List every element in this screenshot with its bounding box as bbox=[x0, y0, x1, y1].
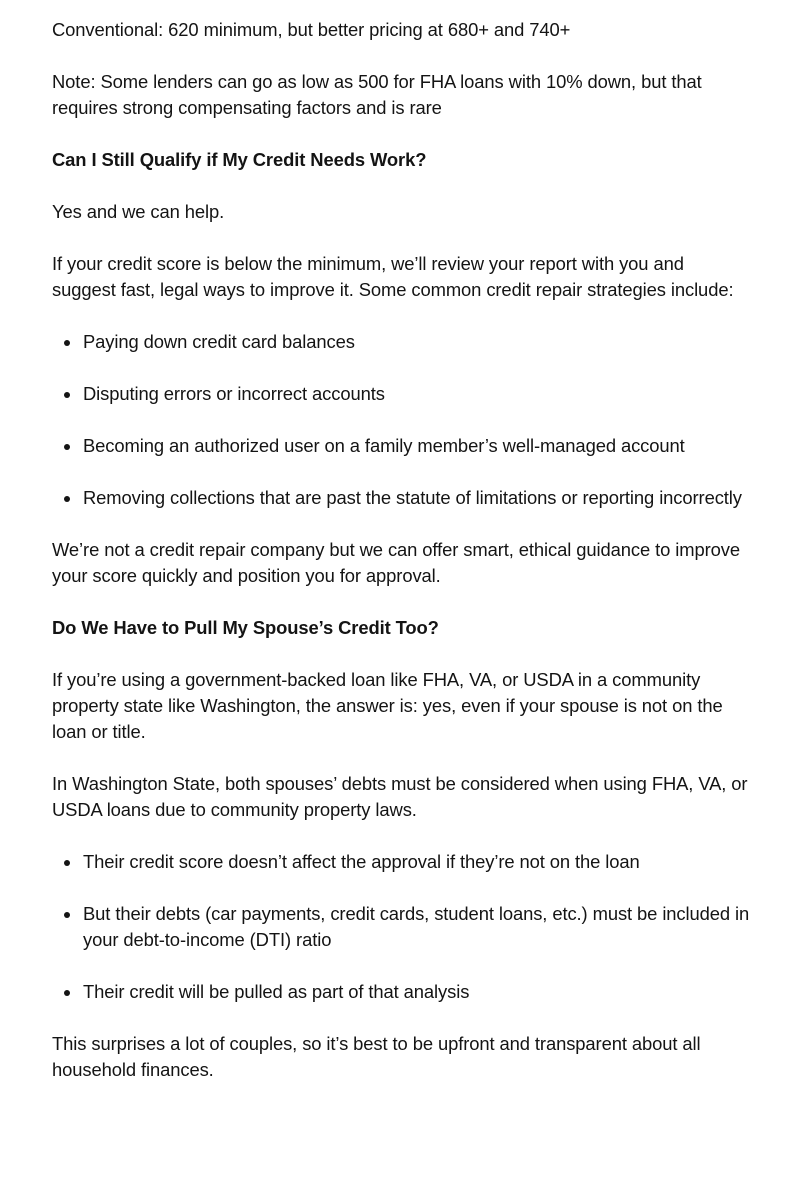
spouse-paragraph-2: In Washington State, both spouses’ debts must be considered when using FHA, VA, or USDA loans due to community property laws. bbox=[52, 773, 748, 820]
bullet-icon bbox=[64, 990, 70, 996]
list-item-text: Removing collections that are past the statute of limitations or reporting incorrectly bbox=[83, 487, 742, 508]
list-item bbox=[83, 849, 752, 875]
credit-work-closing: We’re not a credit repair company but we can offer smart, ethical guidance to improve your score quickly and position you for approval. bbox=[52, 539, 740, 586]
list-item-text: Their credit score doesn’t affect the approval if they’re not on the loan bbox=[83, 851, 640, 872]
bullet-icon bbox=[64, 496, 70, 502]
list-item bbox=[83, 979, 752, 1005]
fha-note: Note: Some lenders can go as low as 500 for FHA loans with 10% down, but that requires strong compensating factors and is rare bbox=[52, 71, 702, 118]
bullet-icon bbox=[64, 860, 70, 866]
spouse-points-list bbox=[52, 849, 752, 1005]
list-item-text: But their debts (car payments, credit cards, student loans, etc.) must be included in your debt-to-income (DTI) ratio bbox=[83, 903, 750, 950]
section-heading-credit-work: Can I Still Qualify if My Credit Needs Work? bbox=[52, 149, 427, 170]
list-item-text: Becoming an authorized user on a family member’s well-managed account bbox=[83, 435, 685, 456]
bullet-icon bbox=[64, 444, 70, 450]
list-item-text: Disputing errors or incorrect accounts bbox=[83, 383, 385, 404]
section-heading-spouse: Do We Have to Pull My Spouse’s Credit Too? bbox=[52, 617, 439, 638]
spouse-paragraph-1: If you’re using a government-backed loan like FHA, VA, or USDA in a community property state like Washington, the answer is: yes, even if your spouse is not on the loan or title. bbox=[52, 669, 723, 742]
credit-work-paragraph: If your credit score is below the minimum, we’ll review your report with you and suggest fast, legal ways to improve it. Some common credit repair strategies include: bbox=[52, 253, 734, 300]
list-item bbox=[83, 433, 752, 459]
bullet-icon bbox=[64, 392, 70, 398]
credit-repair-strategies-list bbox=[52, 329, 752, 511]
bullet-icon bbox=[64, 912, 70, 918]
list-item bbox=[83, 485, 752, 511]
list-item bbox=[83, 381, 752, 407]
list-item bbox=[83, 901, 752, 953]
list-item bbox=[83, 329, 752, 355]
article-body bbox=[52, 17, 752, 1109]
list-item-text: Paying down credit card balances bbox=[83, 331, 355, 352]
bullet-icon bbox=[64, 340, 70, 346]
conventional-requirement: Conventional: 620 minimum, but better pricing at 680+ and 740+ bbox=[52, 19, 571, 40]
spouse-closing: This surprises a lot of couples, so it’s best to be upfront and transparent about all household finances. bbox=[52, 1033, 701, 1080]
credit-work-answer: Yes and we can help. bbox=[52, 201, 225, 222]
list-item-text: Their credit will be pulled as part of that analysis bbox=[83, 981, 470, 1002]
